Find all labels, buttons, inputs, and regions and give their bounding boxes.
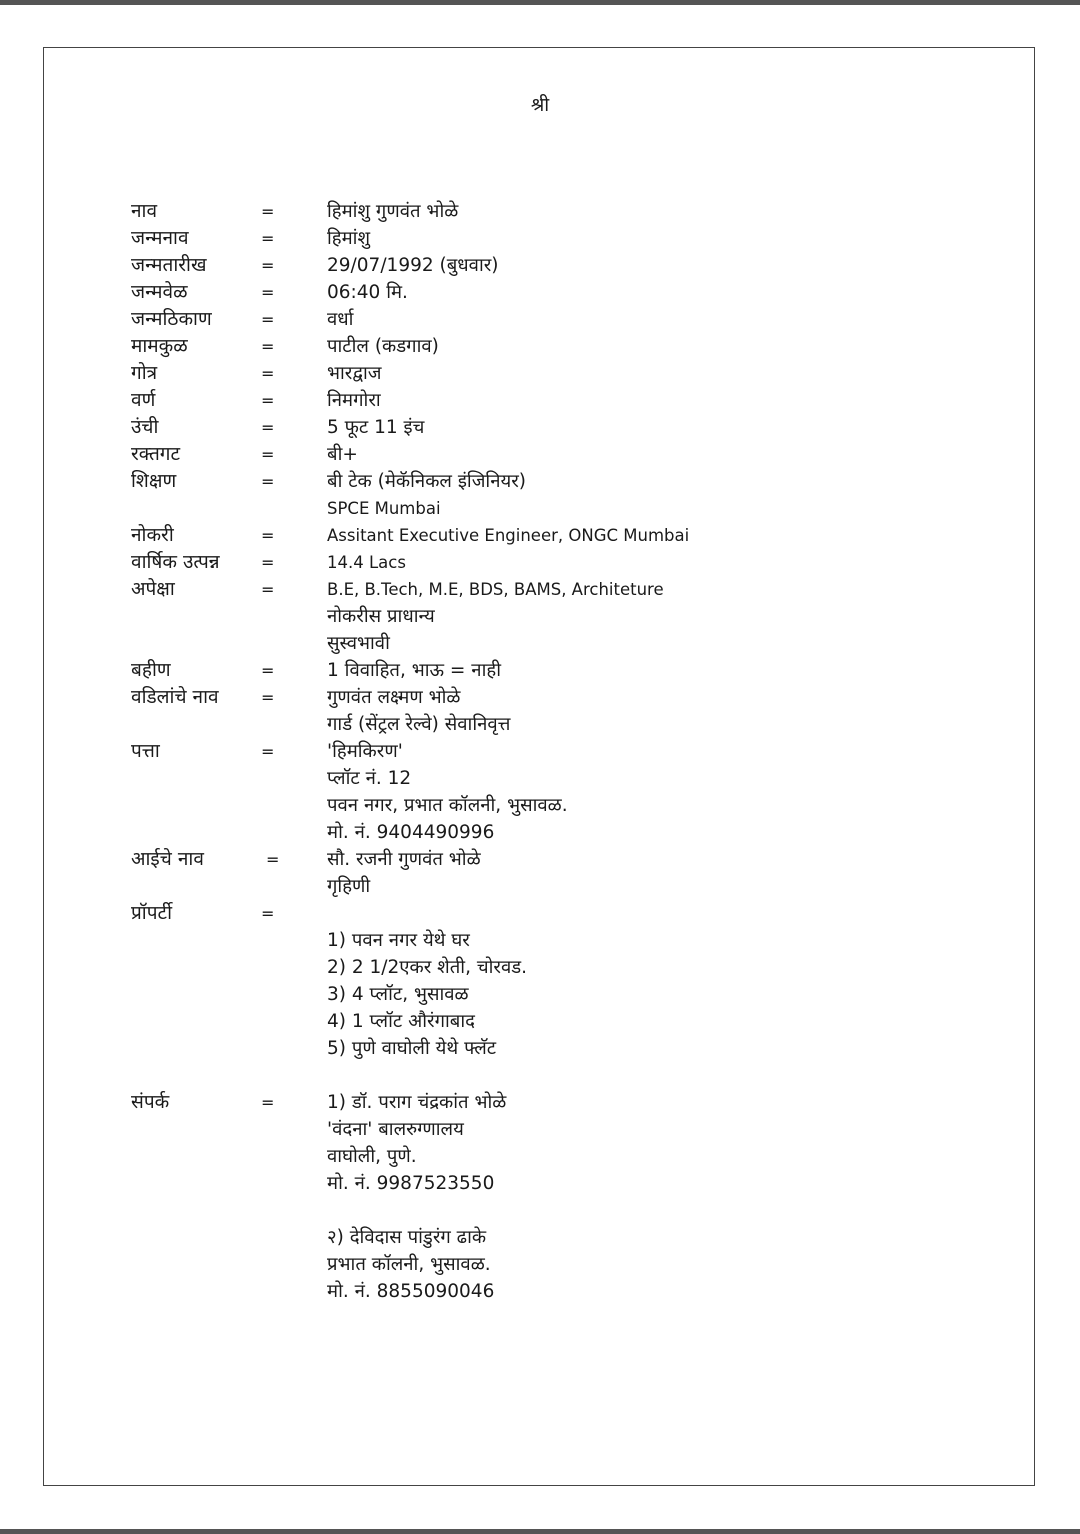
field-separator: = [261,580,275,599]
field-label: जन्मतारीख [131,254,207,276]
field-value: 06:40 मि. [327,282,408,303]
field-label: वडिलांचे नाव [131,686,219,708]
document-header-mark: श्री [530,94,550,116]
field-row-bahin [0,657,1080,684]
field-value: गुणवंत लक्ष्मण भोळे [327,687,461,708]
field-row-janmatarikh [0,252,1080,279]
field-value: 'हिमकिरण' [327,741,403,762]
field-value: प्रभात कॉलनी, भुसावळ. [327,1254,491,1275]
field-row-shikshan [0,468,1080,522]
field-value: पवन नगर, प्रभात कॉलनी, भुसावळ. [327,795,568,816]
field-label: जन्मठिकाण [131,308,212,330]
field-label: रक्तगट [131,443,181,465]
field-row-janmavel [0,279,1080,306]
field-label: नाव [131,200,158,222]
field-separator: = [261,256,275,275]
field-row-mamkul [0,333,1080,360]
field-row-patta [0,738,1080,846]
field-separator: = [261,472,275,491]
field-value: गृहिणी [327,876,371,897]
field-separator: = [261,337,275,356]
field-value: वर्धा [327,309,354,330]
field-value: B.E, B.Tech, M.E, BDS, BAMS, Architeture [327,580,664,599]
field-row-varna [0,387,1080,414]
field-row-aai [0,846,1080,900]
field-value: Assitant Executive Engineer, ONGC Mumbai [327,526,690,545]
field-label: प्रॉपर्टी [131,902,173,924]
field-label: जन्मवेळ [131,281,188,303]
field-label: बहीण [131,659,171,681]
field-value: सुस्वभावी [327,633,390,654]
field-row-gotra [0,360,1080,387]
field-row-apeksha [0,576,1080,657]
field-separator: = [261,364,275,383]
field-row-nokari [0,522,1080,549]
field-row-janmathikan [0,306,1080,333]
field-value: 1) डॉ. पराग चंद्रकांत भोळे [327,1092,507,1113]
field-label: आईचे नाव [131,848,204,870]
field-value: 1 विवाहित, भाऊ = नाही [327,660,501,681]
field-row-samparka [0,1089,1080,1305]
field-label: मामकुळ [131,335,188,357]
field-separator: = [261,445,275,464]
field-separator: = [261,229,275,248]
field-value: 5) पुणे वाघोली येथे फ्लॅट [327,1038,497,1059]
field-row-utpanna [0,549,1080,576]
field-value: हिमांशु गुणवंत भोळे [327,201,459,222]
biodata-list [0,198,1080,1305]
field-row-raktagat [0,441,1080,468]
field-value [327,900,1080,927]
field-separator: = [261,310,275,329]
field-value: 3) 4 प्लॉट, भुसावळ [327,984,469,1005]
field-separator: = [261,553,275,572]
field-value: 29/07/1992 (बुधवार) [327,255,499,276]
field-label: गोत्र [131,362,158,384]
field-value: 4) 1 प्लॉट औरंगाबाद [327,1011,475,1032]
field-value: सौ. रजनी गुणवंत भोळे [327,849,481,870]
field-value: २) देविदास पांडुरंग ढाके [327,1227,487,1248]
field-value: बी टेक (मेकॅनिकल इंजिनियर) [327,471,527,492]
top-border-bar [0,0,1080,5]
bottom-border-bar [0,1529,1080,1534]
field-value: वाघोली, पुणे. [327,1146,417,1167]
field-label: पत्ता [131,740,160,762]
field-separator: = [261,904,275,923]
field-value: 'वंदना' बालरुग्णालय [327,1119,464,1140]
field-value [327,1197,1080,1224]
field-label: वार्षिक उत्पन्न [131,551,220,573]
field-value: मो. नं. 8855090046 [327,1281,495,1302]
field-separator: = [261,742,275,761]
field-value: नोकरीस प्राधान्य [327,606,435,627]
field-value: गार्ड (सेंट्रल रेल्वे) सेवानिवृत्त [327,714,511,735]
field-value: पाटील (कडगाव) [327,336,439,357]
field-value: प्लॉट नं. 12 [327,768,412,789]
field-separator: = [266,850,280,869]
field-label: नोकरी [131,524,174,546]
field-value: निमगोरा [327,390,381,411]
field-label: जन्मनाव [131,227,189,249]
field-value: 5 फूट 11 इंच [327,417,425,438]
field-row-property [0,900,1080,1062]
field-row-unchi [0,414,1080,441]
section-spacer [0,1062,1080,1089]
field-value: मो. नं. 9987523550 [327,1173,495,1194]
field-separator: = [261,391,275,410]
field-label: वर्ण [131,389,156,411]
field-value: 14.4 Lacs [327,553,406,572]
field-separator: = [261,661,275,680]
field-value: मो. नं. 9404490996 [327,822,495,843]
field-label: शिक्षण [131,470,177,492]
field-separator: = [261,526,275,545]
field-value: भारद्वाज [327,363,382,384]
field-value: हिमांशु [327,228,371,249]
field-value: 2) 2 1/2एकर शेती, चोरवड. [327,957,528,978]
field-row-vadil [0,684,1080,738]
field-value: SPCE Mumbai [327,499,441,518]
field-label: उंची [131,416,159,438]
field-separator: = [261,418,275,437]
field-value: 1) पवन नगर येथे घर [327,930,470,951]
field-row-naav [0,198,1080,225]
field-label: संपर्क [131,1091,170,1113]
field-separator: = [261,1093,275,1112]
field-label: अपेक्षा [131,578,175,600]
field-value: बी+ [327,444,358,465]
field-separator: = [261,202,275,221]
field-row-janmanaav [0,225,1080,252]
field-separator: = [261,688,275,707]
field-separator: = [261,283,275,302]
